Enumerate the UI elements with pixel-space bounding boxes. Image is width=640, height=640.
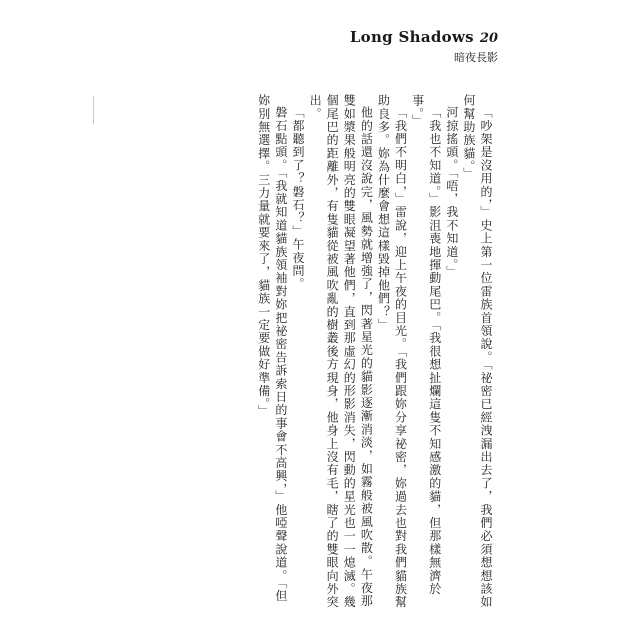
- paragraph: 「我也不知道。」影沮喪地揮動尾巴。「我很想扯爛這隻不知感激的貓，但那樣無濟於事。」: [410, 94, 442, 596]
- paragraph: 河掠搖頭。「唔，我不知道。」: [444, 106, 459, 279]
- margin-line: [93, 96, 94, 124]
- book-subtitle: 暗夜長影: [454, 51, 498, 64]
- paragraph: 他的話還沒說完，風勢就增強了，閃著星光的貓影逐漸消淡，如霧般被風吹散。午夜那雙如漿果般明亮的雙眼凝望著他們，直到那虛幻的形影消失，閃動的星光也一一熄滅。幾個尾巴的距離外，有隻貓從被風吹亂的樹叢後方現身，他身上沒有毛，瞎了的雙眼向外突出。: [308, 94, 374, 609]
- book-title: Long Shadows: [349, 28, 474, 46]
- paragraph: 「我們不明白，」雷說，迎上午夜的目光。「我們跟妳分享祕密，妳過去也對我們貓族幫助良多。妳為什麼會想這樣毀掉他們？」: [376, 94, 408, 609]
- paragraph: 「都聽到了？磐石？」午夜問。: [290, 106, 305, 291]
- running-header: [350, 28, 498, 65]
- vertical-body-text: [220, 94, 494, 614]
- page-number: 20: [479, 31, 498, 46]
- paragraph: 「吵架是沒用的，」史上第一位雷族首領說。「祕密已經洩漏出去了，我們必須想想該如何幫助族貓。」: [461, 94, 493, 609]
- paragraph: 磐石點頭。「我就知道貓族領袖對妳把祕密告訴索日的事會不高興，」他啞聲說道。「但妳別無選擇。三力量就要來了，貓族一定要做好準備。」: [256, 94, 288, 603]
